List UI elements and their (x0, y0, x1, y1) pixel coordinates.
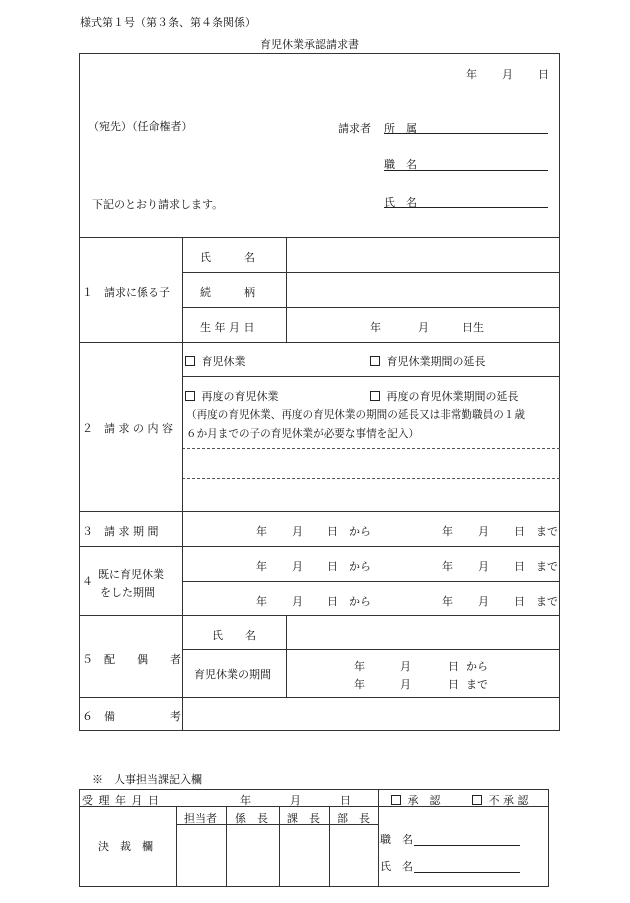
period-from-month: 月 (292, 595, 303, 608)
checkbox[interactable] (370, 356, 380, 366)
divider (79, 697, 560, 698)
section5-label: ５ 配 偶 者 (82, 653, 181, 666)
period-to-year: 年 (442, 560, 453, 573)
period-from-month: 月 (292, 560, 303, 573)
dashed-line (182, 478, 560, 479)
form-title: 育児休業承認請求書 (260, 38, 359, 51)
request-text: 下記のとおり請求します。 (92, 198, 224, 211)
divider (79, 511, 560, 512)
section4-num: ４ (82, 575, 93, 588)
divider (182, 307, 560, 308)
period-from-month: 月 (292, 525, 303, 538)
col-dept-head: 部 長 (337, 812, 370, 825)
divider (286, 615, 287, 697)
addressee: （宛先）（任命権者） (88, 120, 193, 133)
divider (329, 806, 330, 887)
affiliation-label: 所 属 (384, 122, 417, 135)
approve-label: 承 認 (407, 794, 441, 807)
checkbox[interactable] (472, 795, 482, 805)
spouse-to-day: 日 (448, 678, 459, 691)
divider (176, 806, 177, 887)
spouse-to-month: 月 (400, 678, 411, 691)
birth-day: 日生 (462, 321, 484, 334)
date-year: 年 (466, 68, 477, 81)
job-title-label: 職 名 (384, 158, 417, 171)
divider (182, 581, 560, 582)
receipt-year: 年 (240, 794, 251, 807)
period-to-label: まで (536, 595, 558, 608)
job-title-field[interactable] (384, 170, 548, 171)
checkbox[interactable] (185, 356, 195, 366)
spouse-to-year: 年 (354, 678, 365, 691)
period-from-year: 年 (256, 560, 267, 573)
section3-label: ３ 請 求 期 間 (82, 525, 159, 538)
note-line2: ６か月までの子の育児休業が必要な事情を記入） (186, 428, 420, 440)
period-to-label: まで (536, 525, 558, 538)
divider (226, 806, 227, 887)
period-to-year: 年 (442, 525, 453, 538)
form-number: 様式第１号（第３条、第４条関係） (80, 16, 256, 29)
divider (182, 649, 560, 650)
col-section-head: 課 長 (287, 812, 320, 825)
divider (182, 237, 183, 731)
decision-label: 決 裁 欄 (98, 840, 153, 853)
receipt-day: 日 (340, 794, 351, 807)
divider (79, 615, 560, 616)
section2-label: ２ 請 求 の 内 容 (82, 422, 173, 435)
period-from-year: 年 (256, 525, 267, 538)
note-line1: （再度の育児休業、再度の育児休業の期間の延長又は非常勤職員の１歳 (186, 409, 525, 421)
birth-month: 月 (418, 321, 429, 334)
hr-job-title-field[interactable] (414, 845, 520, 846)
col-staff: 担当者 (184, 812, 217, 825)
name-field[interactable] (384, 207, 548, 208)
period-to-day: 日 (514, 560, 525, 573)
period-to-day: 日 (514, 595, 525, 608)
spouse-to-label: まで (466, 678, 488, 691)
divider (79, 546, 560, 547)
spouse-period-label: 育児休業の期間 (194, 668, 271, 681)
period-to-year: 年 (442, 595, 453, 608)
option-label: 再度の育児休業 (201, 390, 279, 403)
approve-option[interactable] (391, 792, 441, 808)
disapprove-label: 不 承 認 (488, 794, 529, 807)
period-to-day: 日 (514, 525, 525, 538)
period-from-day: 日 (327, 525, 338, 538)
date-month: 月 (502, 68, 513, 81)
section4-label-line1: 既に育児休業 (98, 568, 164, 581)
divider (286, 237, 287, 342)
disapprove-option[interactable] (472, 792, 529, 808)
requester-label: 請求者 (338, 122, 371, 135)
option-childcare-leave[interactable] (185, 353, 246, 369)
period-from-label: から (349, 525, 371, 538)
period-from-day: 日 (327, 595, 338, 608)
child-name-label: 氏 名 (200, 251, 255, 264)
dashed-line (182, 448, 560, 449)
period-to-month: 月 (478, 525, 489, 538)
spouse-name-label: 氏 名 (212, 629, 256, 642)
hr-name-label: 氏 名 (380, 860, 413, 873)
option-label: 再度の育児休業期間の延長 (386, 390, 519, 403)
receipt-month: 月 (290, 794, 301, 807)
name-label: 氏 名 (384, 196, 417, 209)
hr-section-title: ※ 人事担当課記入欄 (92, 773, 202, 786)
child-birth-label: 生 年 月 日 (200, 321, 255, 334)
period-from-label: から (349, 560, 371, 573)
period-from-label: から (349, 595, 371, 608)
checkbox[interactable] (391, 795, 401, 805)
option-label: 育児休業期間の延長 (386, 355, 486, 368)
period-to-label: まで (536, 560, 558, 573)
divider (79, 342, 560, 343)
period-to-month: 月 (478, 560, 489, 573)
spouse-from-day: 日 (448, 660, 459, 673)
affiliation-field[interactable] (384, 133, 548, 134)
period-to-month: 月 (478, 595, 489, 608)
spouse-from-month: 月 (400, 660, 411, 673)
divider (182, 272, 560, 273)
spouse-from-label: から (466, 660, 488, 673)
hr-name-field[interactable] (414, 872, 520, 873)
receipt-date-label: 受 理 年 月 日 (82, 794, 160, 807)
option-label: 育児休業 (201, 355, 246, 368)
option-leave-extension[interactable] (370, 353, 486, 369)
period-from-day: 日 (327, 560, 338, 573)
period-from-year: 年 (256, 595, 267, 608)
checkbox[interactable] (370, 391, 380, 401)
divider (279, 806, 280, 887)
spouse-from-year: 年 (354, 660, 365, 673)
section6-label: ６ 備 考 (82, 710, 181, 723)
col-chief: 係 長 (235, 812, 268, 825)
section1-label: １ 請求に係る子 (82, 286, 170, 299)
option-repeat-extension[interactable] (370, 388, 519, 404)
hr-job-title-label: 職 名 (380, 833, 413, 846)
divider (378, 789, 379, 887)
section4-label-line2: をした期間 (100, 586, 155, 599)
option-repeat-leave[interactable] (185, 388, 279, 404)
checkbox[interactable] (185, 391, 195, 401)
child-relation-label: 続 柄 (200, 286, 255, 299)
divider (79, 237, 560, 238)
divider (182, 376, 560, 377)
date-day: 日 (538, 68, 549, 81)
birth-year: 年 (370, 321, 381, 334)
